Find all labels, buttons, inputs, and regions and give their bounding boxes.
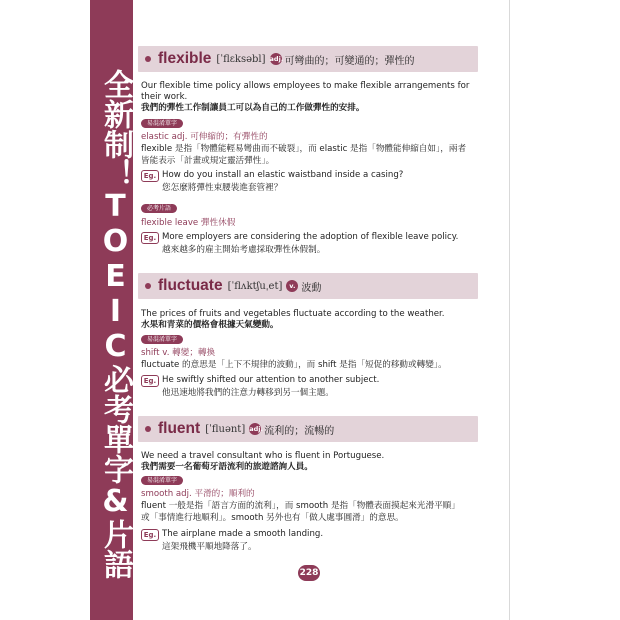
example-sentence-zh: 我們需要一名葡萄牙語流利的旅遊諮詢人員。 [141, 462, 313, 472]
entry-ipa: [ˈfluənt] [205, 423, 246, 435]
note-line: 皆能表示「計畫或規定靈活彈性」。 [141, 156, 275, 166]
entry-word: fluent [158, 420, 201, 437]
example-en: The airplane made a smooth landing. [162, 529, 324, 539]
entry-word: flexible [158, 50, 212, 67]
example-icon: Eg. [141, 375, 159, 387]
example-sentence-en: We need a travel consultant who is fluent in Portuguese. [141, 451, 385, 461]
related-word: shift v. 轉變；轉換 [141, 348, 216, 358]
example-sentence-en: The prices of fruits and vegetables fluctuate according to the weather. [141, 309, 445, 319]
example-sentence-en: Our flexible time policy allows employees to make flexible arrangements for their work. [141, 81, 470, 102]
pos-badge: v. [286, 280, 298, 292]
entry-header-flexible [138, 46, 478, 72]
entry-ipa: [ˈflʌktʃuˌet] [227, 280, 283, 292]
note-line: 或「事情進行地順利」。smooth 另外也有「做人處事圓滑」的意思。 [141, 513, 404, 523]
phrase-tag: 必考片語 [141, 204, 177, 213]
bullet-icon [145, 283, 151, 289]
entry-meaning: 可彎曲的；可變通的；彈性的 [284, 55, 415, 67]
pos-badge: adj. [269, 55, 284, 63]
entry-header-fluctuate [138, 273, 478, 299]
related-word: smooth adj. 平滑的；順利的 [141, 489, 255, 499]
related-word: elastic adj. 可伸縮的；有彈性的 [141, 132, 268, 142]
example-icon: Eg. [141, 170, 159, 182]
bullet-icon [145, 56, 151, 62]
sidebar-title: 全新制！TOEIC必考單字&片語 [98, 69, 133, 579]
pos-badge: adj. [249, 425, 263, 433]
entry-header-fluent [138, 416, 478, 442]
example-zh: 越來越多的雇主開始考慮採取彈性休假制。 [162, 245, 326, 255]
entry-ipa: [ˈflɛksəbl] [216, 53, 266, 65]
confusable-tag: 易混淆單字 [141, 476, 183, 485]
note-line: fluctuate 的意思是「上下不規律的波動」，而 shift 是指「短促的移動或轉變」。 [141, 360, 447, 370]
example-en: How do you install an elastic waistband inside a casing? [162, 170, 404, 180]
entry-meaning: 波動 [301, 282, 322, 294]
note-line: fluent 一般是指「語言方面的流利」，而 smooth 是指「物體表面摸起來光滑平順」 [141, 501, 460, 511]
entry-word: fluctuate [158, 277, 223, 294]
example-zh: 這架飛機平順地降落了。 [162, 542, 257, 552]
example-en: More employers are considering the adoption of flexible leave policy. [162, 232, 459, 242]
example-zh: 您怎麼將彈性束腰裝進套管裡？ [162, 183, 283, 193]
confusable-tag: 易混淆單字 [141, 335, 183, 344]
example-zh: 他迅速地將我們的注意力轉移到另一個主題。 [162, 388, 334, 398]
entry-meaning: 流利的；流暢的 [264, 425, 335, 437]
example-sentence-zh: 水果和青菜的價格會根據天氣變動。 [141, 320, 279, 330]
bullet-icon [145, 426, 151, 432]
phrase: flexible leave 彈性休假 [141, 218, 236, 228]
example-icon: Eg. [141, 232, 159, 244]
example-en: He swiftly shifted our attention to another subject. [162, 375, 380, 385]
note-line: flexible 是指「物體能輕易彎曲而不破裂」，而 elastic 是指「物體能伸縮自如」，兩者 [141, 144, 467, 154]
example-icon: Eg. [141, 529, 159, 541]
page-number: 228 [298, 565, 320, 581]
example-sentence-zh: 我們的彈性工作制讓員工可以為自己的工作做彈性的安排。 [141, 103, 365, 113]
confusable-tag: 易混淆單字 [141, 119, 183, 128]
